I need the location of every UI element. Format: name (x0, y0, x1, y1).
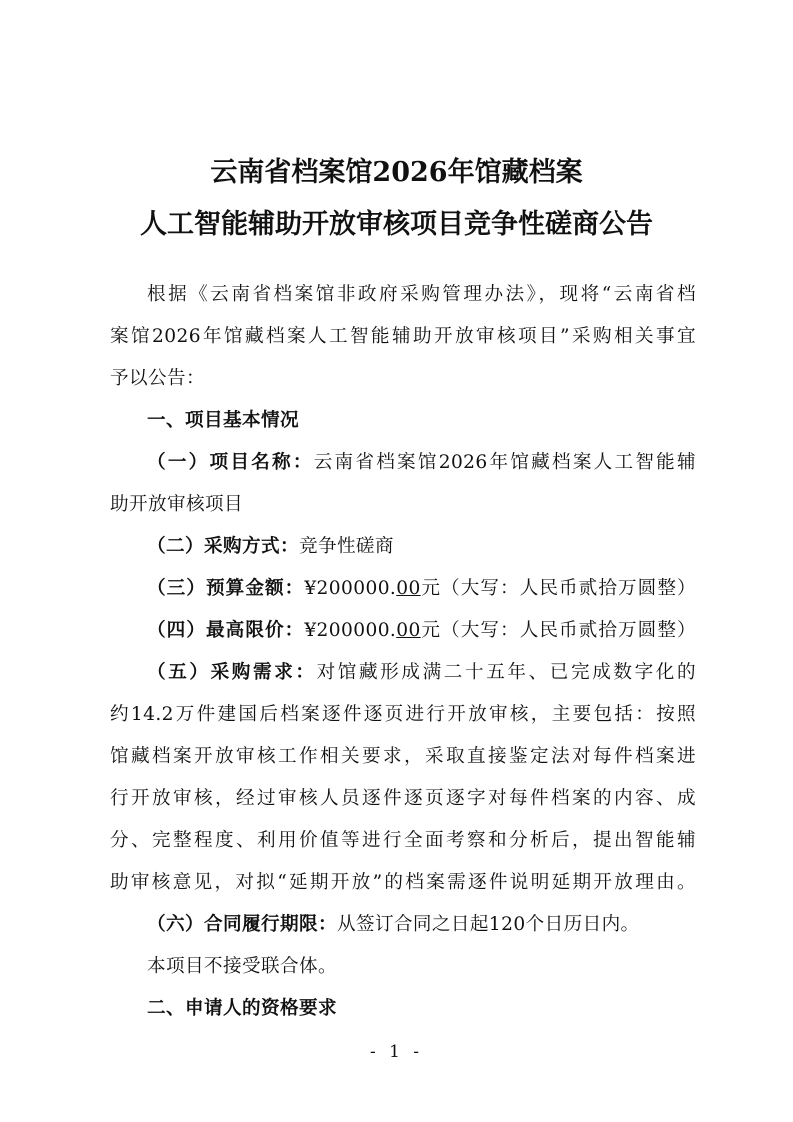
item4-line (110, 610, 696, 652)
item6-line (110, 904, 696, 946)
item1-line-2: 助开放审核项目 (110, 494, 243, 515)
item5-line-6: 助审核意见，对拟“延期开放”的档案需逐件说明延期开放理由。 (110, 872, 696, 893)
item4-label: （四）最高限价： (147, 620, 305, 641)
item4-text: 元（大写：人民币贰拾万圆整） (420, 620, 696, 641)
section1-heading: 一、项目基本情况 (147, 410, 299, 431)
item6-label: （六）合同履行期限： (147, 914, 337, 935)
item1-line-1 (110, 442, 696, 484)
item3-text: 元（大写：人民币贰拾万圆整） (420, 578, 696, 599)
item5-label: （五）采购需求： (147, 662, 317, 683)
item6-text: 从签订合同之日起120个日历日内。 (336, 914, 640, 935)
item4-amount: ¥200000. (304, 620, 397, 641)
item3-amount-decimal: 00 (396, 578, 421, 599)
item5-line-1 (110, 652, 696, 694)
item5-line-2: 约14.2万件建国后档案逐件逐页进行开放审核，主要包括：按照 (110, 704, 696, 725)
intro-line-2: 案馆2026年馆藏档案人工智能辅助开放审核项目”采购相关事宜 (110, 326, 696, 347)
item5-text: 对馆藏形成满二十五年、已完成数字化的 (316, 662, 697, 683)
item3-line (110, 568, 696, 610)
document-title-line2: 人工智能辅助开放审核项目竞争性磋商公告 (140, 209, 653, 240)
item2-label: （二）采购方式： (147, 536, 299, 557)
item5-line-4: 行开放审核，经过审核人员逐件逐页逐字对每件档案的内容、成 (110, 788, 696, 809)
intro-line-1: 根据《云南省档案馆非政府采购管理办法》，现将“云南省档 (147, 284, 696, 305)
document-title-line1: 云南省档案馆2026年馆藏档案 (210, 157, 583, 188)
item3-label: （三）预算金额： (147, 578, 305, 599)
consortium-note: 本项目不接受联合体。 (147, 956, 337, 977)
item1-text: 云南省档案馆2026年馆藏档案人工智能辅 (313, 452, 697, 473)
item5-line-5: 分、完整程度、利用价值等进行全面考察和分析后，提出智能辅 (110, 830, 696, 851)
item2-line (110, 526, 696, 568)
section2-heading: 二、申请人的资格要求 (147, 998, 337, 1019)
item4-amount-decimal: 00 (396, 620, 421, 641)
intro-line-3: 予以公告： (110, 368, 205, 389)
item2-text: 竞争性磋商 (298, 536, 394, 557)
document-body (110, 274, 696, 1030)
item1-label: （一）项目名称： (147, 452, 314, 473)
item3-amount: ¥200000. (304, 578, 397, 599)
item5-line-3: 馆藏档案开放审核工作相关要求，采取直接鉴定法对每件档案进 (110, 746, 696, 767)
page-number: - 1 - (369, 1042, 424, 1062)
